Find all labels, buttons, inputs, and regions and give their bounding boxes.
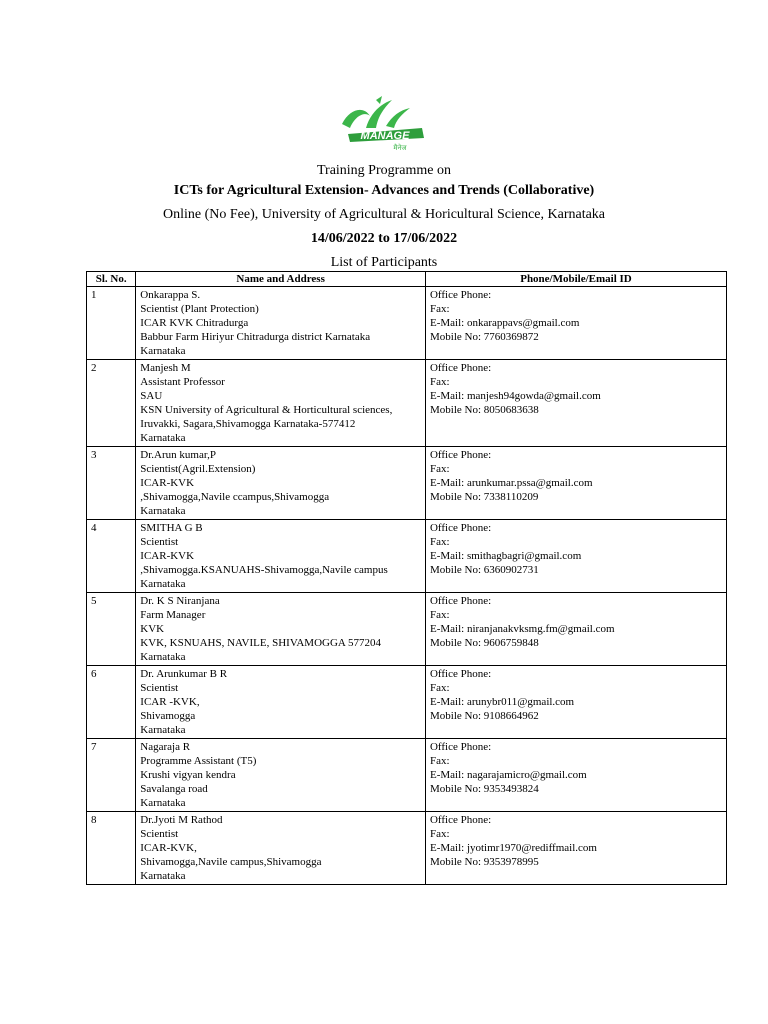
participant-state: Karnataka <box>140 432 186 444</box>
email: E-Mail: arunybr011@gmail.com <box>429 696 575 708</box>
participant-address: KVK, KSNUAHS, NAVILE, SHIVAMOGGA 577204 <box>140 637 381 649</box>
participant-state: Karnataka <box>140 505 186 517</box>
contact-cell <box>425 812 726 885</box>
sl-cell: 4 <box>87 520 136 593</box>
fax: Fax: <box>429 755 450 767</box>
fax: Fax: <box>429 682 450 694</box>
participant-designation: Scientist <box>140 536 179 548</box>
mobile: Mobile No: 8050683638 <box>429 404 539 416</box>
participant-organisation: ICAR -KVK, <box>140 696 200 708</box>
participant-state: Karnataka <box>140 345 186 357</box>
column-header-name: Name and Address <box>136 272 426 287</box>
participant-name: Dr. Arunkumar B R <box>140 668 228 680</box>
sl-cell: 3 <box>87 447 136 520</box>
participant-organisation: Krushi vigyan kendra <box>140 769 236 781</box>
sl-cell: 2 <box>87 360 136 447</box>
list-title: List of Participants <box>330 255 438 270</box>
sl-cell: 6 <box>87 666 136 739</box>
mobile: Mobile No: 7338110209 <box>429 491 539 503</box>
participant-name: Manjesh M <box>140 362 191 374</box>
participant-address: Shivamogga <box>140 710 196 722</box>
contact-cell <box>425 666 726 739</box>
participant-organisation: KVK <box>140 623 165 635</box>
participant-address: Shivamogga,Navile campus,Shivamogga <box>140 856 322 868</box>
office-phone: Office Phone: <box>429 668 492 680</box>
participant-name: Dr. K S Niranjana <box>140 595 220 607</box>
office-phone: Office Phone: <box>429 449 492 461</box>
participant-address: KSN University of Agricultural & Horticultural sciences, Iruvakki, Sagara,Shivamogga Karnataka-577412 <box>140 404 393 430</box>
table-row <box>87 520 727 593</box>
email: E-Mail: manjesh94gowda@gmail.com <box>429 390 601 402</box>
participants-table <box>86 271 727 885</box>
table-row <box>87 593 727 666</box>
participant-designation: Scientist <box>140 828 179 840</box>
participant-designation: Programme Assistant (T5) <box>140 755 257 767</box>
mobile: Mobile No: 9353978995 <box>429 856 539 868</box>
office-phone: Office Phone: <box>429 522 492 534</box>
contact-cell <box>425 520 726 593</box>
participant-state: Karnataka <box>140 578 186 590</box>
sl-cell: 8 <box>87 812 136 885</box>
contact-cell <box>425 360 726 447</box>
address-cell <box>136 666 426 739</box>
participant-name: SMITHA G B <box>140 522 203 534</box>
column-header-sl: Sl. No. <box>87 272 136 287</box>
contact-cell <box>425 739 726 812</box>
fax: Fax: <box>429 303 450 315</box>
contact-cell <box>425 447 726 520</box>
table-row <box>87 812 727 885</box>
contact-cell <box>425 287 726 360</box>
email: E-Mail: onkarappavs@gmail.com <box>429 317 580 329</box>
address-cell <box>136 739 426 812</box>
sl-cell: 7 <box>87 739 136 812</box>
address-cell <box>136 520 426 593</box>
email: E-Mail: smithagbagri@gmail.com <box>429 550 582 562</box>
participant-address: ,Shivamogga.KSANUAHS-Shivamogga,Navile campus <box>140 564 388 576</box>
mobile: Mobile No: 6360902731 <box>429 564 539 576</box>
office-phone: Office Phone: <box>429 814 492 826</box>
participant-state: Karnataka <box>140 651 186 663</box>
table-header-row <box>87 272 727 287</box>
table-row <box>87 739 727 812</box>
participant-organisation: ICAR-KVK, <box>140 842 197 854</box>
address-cell <box>136 593 426 666</box>
participant-name: Onkarappa S. <box>140 289 201 301</box>
column-header-contact: Phone/Mobile/Email ID <box>425 272 726 287</box>
logo-text: MANAGE <box>360 130 410 142</box>
table-row <box>87 287 727 360</box>
table-row <box>87 666 727 739</box>
office-phone: Office Phone: <box>429 595 492 607</box>
table-row <box>87 447 727 520</box>
programme-label: Training Programme on <box>316 163 452 178</box>
participant-designation: Assistant Professor <box>140 376 225 388</box>
participant-state: Karnataka <box>140 724 186 736</box>
participant-address: Savalanga road <box>140 783 208 795</box>
participant-address: ,Shivamogga,Navile ccampus,Shivamogga <box>140 491 330 503</box>
contact-cell <box>425 593 726 666</box>
email: E-Mail: nagarajamicro@gmail.com <box>429 769 587 781</box>
office-phone: Office Phone: <box>429 362 492 374</box>
email: E-Mail: arunkumar.pssa@gmail.com <box>429 477 593 489</box>
manage-logo-icon <box>336 94 434 152</box>
email: E-Mail: niranjanakvksmg.fm@gmail.com <box>429 623 615 635</box>
table-row <box>87 360 727 447</box>
fax: Fax: <box>429 536 450 548</box>
participant-organisation: SAU <box>140 390 163 402</box>
mobile: Mobile No: 7760369872 <box>429 331 539 343</box>
fax: Fax: <box>429 828 450 840</box>
participant-state: Karnataka <box>140 870 186 882</box>
address-cell <box>136 812 426 885</box>
participant-designation: Scientist <box>140 682 179 694</box>
fax: Fax: <box>429 376 450 388</box>
participant-designation: Scientist(Agril.Extension) <box>140 463 256 475</box>
participant-state: Karnataka <box>140 797 186 809</box>
participant-organisation: ICAR KVK Chitradurga <box>140 317 249 329</box>
programme-venue: Online (No Fee), University of Agricultural & Horicultural Science, Karnataka <box>162 207 606 222</box>
participant-organisation: ICAR-KVK <box>140 550 195 562</box>
address-cell <box>136 360 426 447</box>
fax: Fax: <box>429 609 450 621</box>
address-cell <box>136 287 426 360</box>
programme-dates: 14/06/2022 to 17/06/2022 <box>310 231 458 246</box>
office-phone: Office Phone: <box>429 289 492 301</box>
participant-name: Dr.Jyoti M Rathod <box>140 814 223 826</box>
participant-name: Dr.Arun kumar,P <box>140 449 216 461</box>
address-cell <box>136 447 426 520</box>
participant-organisation: ICAR-KVK <box>140 477 195 489</box>
office-phone: Office Phone: <box>429 741 492 753</box>
sl-cell: 5 <box>87 593 136 666</box>
participant-designation: Farm Manager <box>140 609 206 621</box>
logo-subtext: मैनेज <box>393 144 407 152</box>
email: E-Mail: jyotimr1970@rediffmail.com <box>429 842 597 854</box>
participant-name: Nagaraja R <box>140 741 191 753</box>
mobile: Mobile No: 9108664962 <box>429 710 539 722</box>
participant-address: Babbur Farm Hiriyur Chitradurga district Karnataka <box>140 331 371 343</box>
programme-title: ICTs for Agricultural Extension- Advances and Trends (Collaborative) <box>173 183 595 198</box>
participant-designation: Scientist (Plant Protection) <box>140 303 259 315</box>
mobile: Mobile No: 9606759848 <box>429 637 539 649</box>
sl-cell: 1 <box>87 287 136 360</box>
fax: Fax: <box>429 463 450 475</box>
mobile: Mobile No: 9353493824 <box>429 783 539 795</box>
manage-logo <box>336 94 434 152</box>
